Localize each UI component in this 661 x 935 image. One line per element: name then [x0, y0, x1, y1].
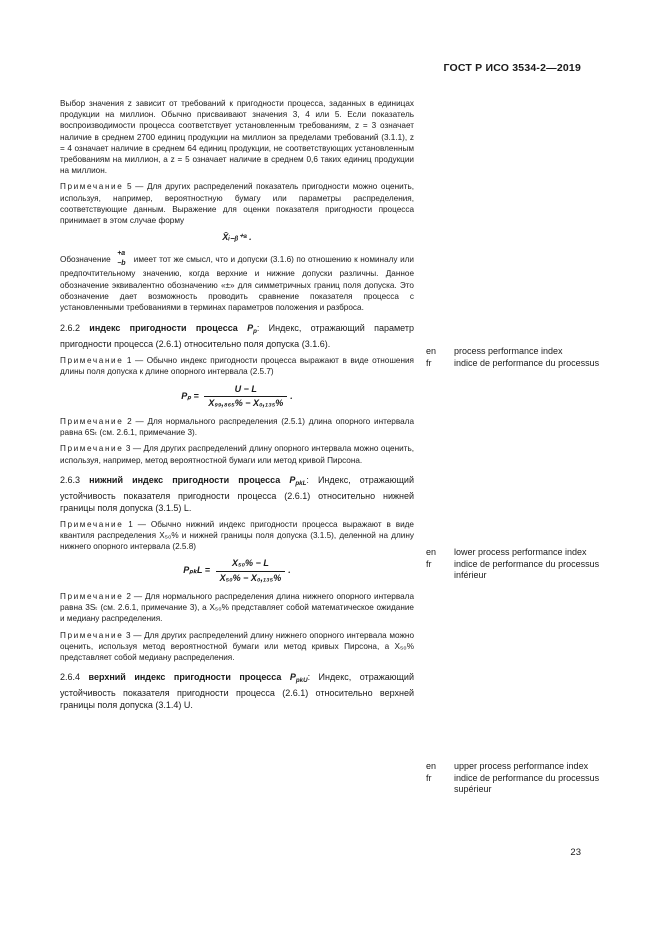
note-text: 2 — Для нормального распределения длина нижнего опорного интервала равна 3Sₜ (см. 2.6.1, примечание 3), а X₅₀% представляет собой математическое ожидание и медиану распределения. [60, 591, 414, 624]
term-number: 2.6.3 [60, 474, 81, 485]
term-symbol: P [289, 474, 296, 485]
formula-lhs: PₚₖL = [183, 565, 211, 576]
term-number: 2.6.2 [60, 323, 81, 334]
formula-denominator: X₅₀% − X₀,₁₃₅% [219, 572, 282, 583]
lang-code-en: en [426, 761, 437, 771]
note-text: 3 — Для других распределений длину опорного интервала можно оценить, используя, например, метод вероятностной бумаги или метод кривой Пирсона. [60, 444, 414, 465]
term-symbol-sub: pkU [295, 677, 308, 685]
t263-note-3 [60, 630, 414, 664]
term-symbol: P [247, 323, 254, 334]
note-text: 2 — Для нормального распределения (2.5.1) длина опорного интервала равна 6Sₜ (см. 2.6.1, примечание 3). [60, 417, 414, 438]
designation-text: имеет тот же смысл, что и допуски (3.1.6) по отношению к номиналу или предпочтительному значению, когда верхние и нижние допуски различны. Данное обозначение эквивалентно обозначению «±» для симметричных границ поля допуска. Это обозначение дает возможность проводить сравнение показателя процесса с установленными требованиями в терминах параметров положения и разброса. [60, 255, 414, 313]
term-title: индекс пригодности процесса [89, 323, 238, 334]
term-symbol-sub: p [253, 328, 257, 336]
translation-fr: indice de performance du processus inférieur [454, 558, 600, 581]
t263-note-1 [60, 519, 414, 553]
formula-pp: Pₚ = $\frac{U - L}{\text{X₉₉,₈₆₅\% − X₀,₁₃₅\%}}$ . [181, 383, 293, 408]
term-definition: : Индекс, отражающий устойчивость показателя пригодности процесса (2.6.1) относительно нижней границы поля допуска (3.1.5) L. [60, 474, 414, 513]
note-text: 1 — Обычно индекс пригодности процесса выражают в виде отношения длины поля допуска к длине опорного интервала (2.5.7) [60, 356, 414, 377]
note-label: Примечание [60, 444, 124, 454]
formula-numerator: U − L [204, 384, 287, 397]
note-label: Примечание [60, 417, 124, 427]
note-label: Примечание [60, 182, 124, 192]
note-text: 1 — Обычно нижний индекс пригодности процесса выражают в виде квантиля распределения X₅₀% и нижней границы поля допуска (3.1.5), деленной на длину нижнего опорного интервала (2.5.8) [60, 519, 414, 552]
term-symbol: P [289, 672, 296, 683]
translations-2-6-2 [426, 346, 601, 369]
term-2-6-3 [60, 474, 414, 514]
t263-note-2 [60, 591, 414, 625]
tolerance-symbol: +a −b [117, 250, 126, 268]
lang-code-en: en [426, 547, 437, 557]
designation-paragraph [60, 250, 414, 313]
translation-en: upper process performance index [454, 761, 589, 771]
term-title: верхний индекс пригодности процесса [88, 672, 282, 683]
formula-ppkl: PₚₖL = $\frac{\text{X₅₀\% − L}}{\text{X₅₀\% − X₀,₁₃₅\%}}$ . [183, 558, 291, 583]
formula-tolerance-expression: X̄ᵢ₋ᵦ⁺ᵃ . [222, 232, 252, 243]
lang-code-fr: fr [426, 558, 432, 569]
formula-denominator: X₉₉,₈₆₅% − X₀,₁₃₅% [208, 397, 284, 408]
term-2-6-2 [60, 322, 414, 350]
translation-en: process performance index [454, 346, 563, 356]
note-5 [60, 181, 414, 226]
note-label: Примечание [60, 591, 124, 601]
translation-fr: indice de performance du processus supérieur [454, 772, 600, 795]
translation-fr: indice de performance du processus [454, 357, 600, 368]
main-column [60, 98, 414, 716]
translation-en: lower process performance index [454, 547, 587, 557]
translations-2-6-3 [426, 547, 601, 582]
page-number: 23 [570, 847, 581, 858]
note-label: Примечание [60, 356, 124, 366]
lang-code-en: en [426, 346, 437, 356]
note-label: Примечание [60, 519, 124, 529]
designation-label: Обозначение [60, 255, 111, 265]
formula-lhs: Pₚ = [181, 390, 199, 401]
t262-note-1 [60, 355, 414, 377]
intro-paragraph: Выбор значения z зависит от требований к пригодности процесса, заданных в единицах продукции на миллион. Обычно присваивают значения 3, 4 или 5. Если показатель воспроизводимости процесса соответствует установленным требованиям, z = 3 означает наличие в среднем 2700 единиц продукции на миллион за пределами требований (3.1.1), z = 4 означает наличие в среднем 64 единиц продукции, не соответствующих установленным требованиям на миллион, а z = 5 означает наличие в среднем 0,6 таких единиц продукции на миллион. [60, 99, 414, 176]
lang-code-fr: fr [426, 357, 432, 368]
term-2-6-4 [60, 671, 414, 711]
document-header: ГОСТ Р ИСО 3534-2—2019 [443, 62, 581, 74]
term-definition: : Индекс, отражающий устойчивость показателя пригодности процесса (2.6.1) относительно верхней границы поля допуска (3.1.4) U. [60, 672, 414, 711]
term-definition: : Индекс, отражающий параметр пригодности процесса (2.6.1) относительно поля допуска (3.1.6). [60, 323, 414, 350]
formula-fraction [216, 558, 286, 583]
translations-2-6-4 [426, 761, 601, 796]
term-number: 2.6.4 [60, 672, 81, 683]
t262-note-2 [60, 416, 414, 438]
t262-note-3 [60, 443, 414, 465]
term-title: нижний индекс пригодности процесса [89, 474, 281, 485]
note-label: Примечание [60, 630, 124, 640]
formula-fraction [204, 384, 287, 409]
note-text: 5 — Для других распределений показатель пригодности можно оценить, используя, например, вероятностную бумагу или параметры распределения, соответствующие данным. Выражение для оценки показателя пригодности процесса принимает в этом случае форму [60, 182, 414, 226]
formula-numerator: X₅₀% − L [216, 558, 286, 571]
note-text: 3 — Для других распределений длину нижнего опорного интервала можно оценить, используя метод вероятностной бумаги или метод кривых Пирсона, а X₅₀% представляет собой медиану распределения. [60, 630, 414, 662]
lang-code-fr: fr [426, 772, 432, 783]
term-symbol-sub: pkL [295, 479, 307, 487]
